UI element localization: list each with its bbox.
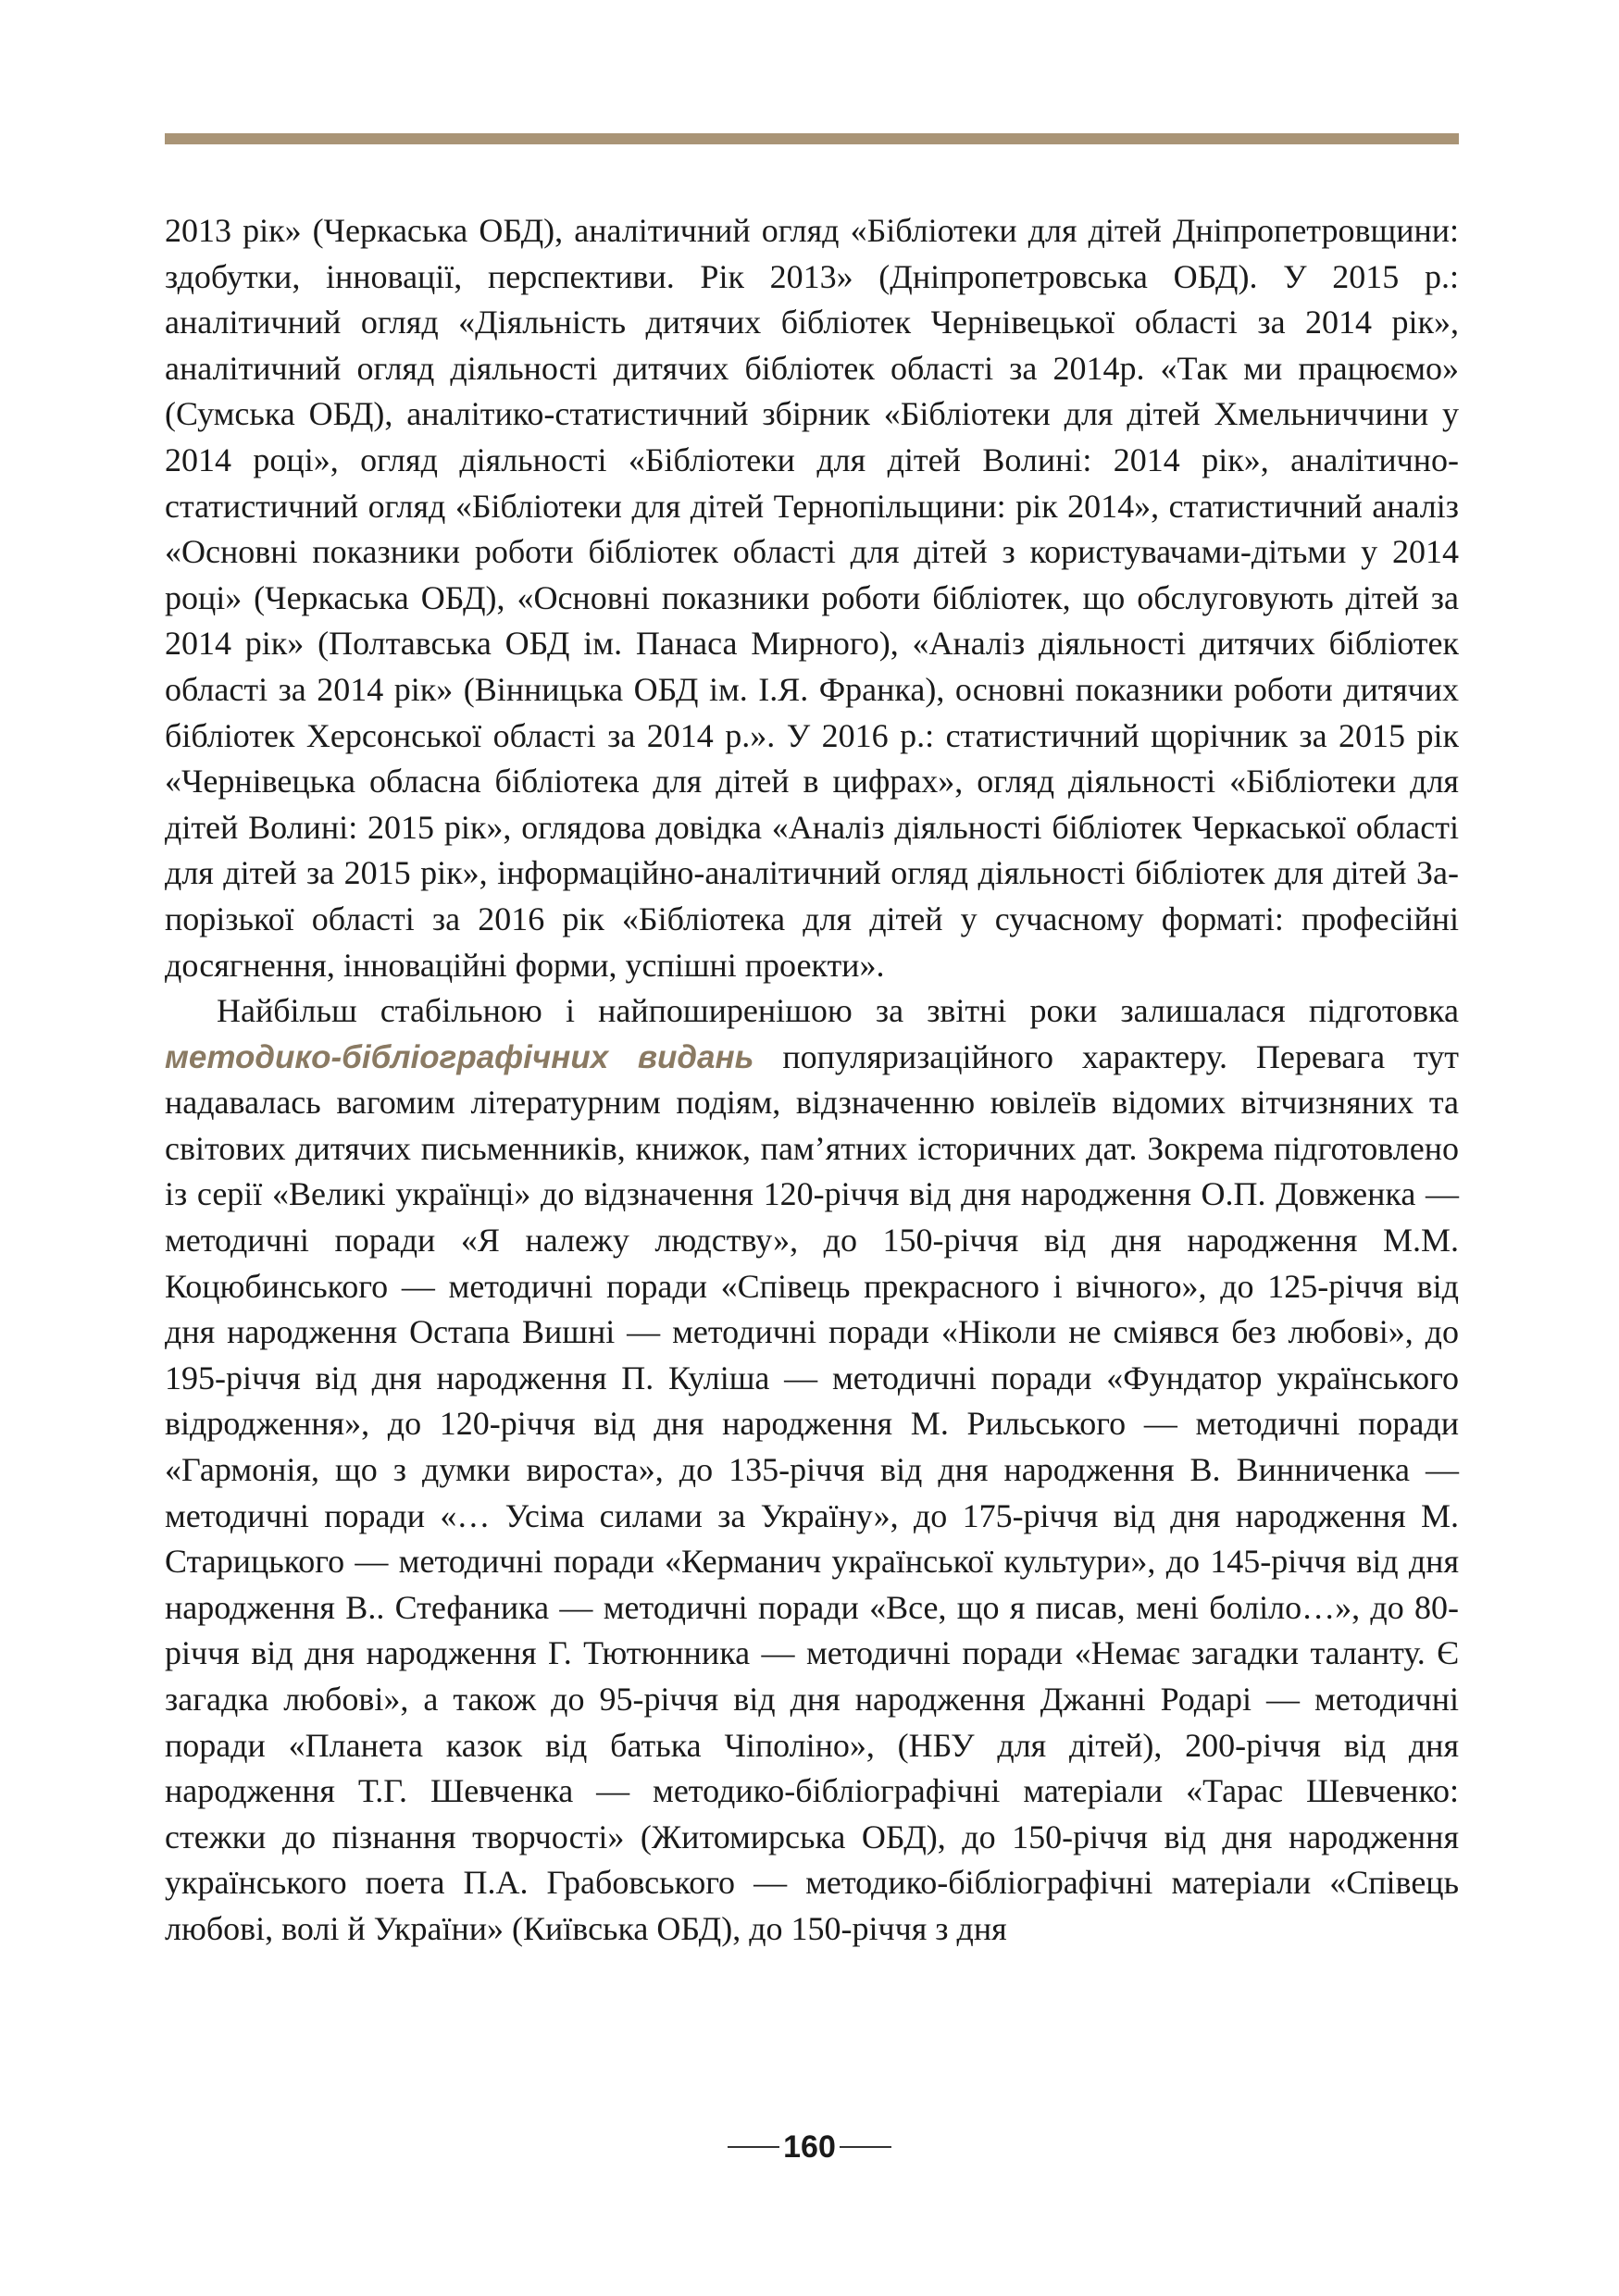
page-number: 160 — [783, 2128, 836, 2165]
paragraph-2-rest: популяризаційного характеру. Перевага тут надавалась вагомим літературним подіям, відзначенню ювілеїв відомих вітчизняних та світових дитячих письменників, книжок, пам’ятних історичних дат. Зокрема підготовлено із серії «Великі українці» до відзначення 120-річчя від дня народження О.П. Довженка — методичні поради «Я належу людству», до 150-річчя від дня народження М.М. Коцюбинського — методичні поради «Співець прекрасного і вічного», до 125-річчя від дня народження Остапа Вишні — методичні поради «Ніколи не сміявся без любові», до 195-річчя від дня народження П. Куліша — методичні поради «Фундатор українського відродження», до 120-річчя від дня народження М. Рильського — методичні поради «Гармонія, що з думки вироста», до 135-річчя від дня народження В. Винниченка — методичні поради «… Усіма силами за Україну», до 175-річчя від дня народження М. Старицького — методичні поради «Керманич української культури», до 145-річчя від дня народження В.. Стефаника — методичні поради «Все, що я писав, мені боліло…», до 80-річчя від дня народження Г. Тютюнника — методичні поради «Немає загадки таланту. Є загадка любові», а також до 95-річчя від дня народження Джанні Родарі — методичні поради «Планета казок від батька Чіполіно», (НБУ для дітей), 200-річчя від дня народження Т.Г. Шевченка — методико-бібліографічні матеріали «Тарас Шевченко: стежки до пізнання творчості» (Житомирська ОБД), до 150-річчя від дня народження українського поета П.А. Грабовського — методико-бібліографічні матеріали «Співець любові, волі й України» (Київська ОБД), до 150-річчя з дня — [165, 1037, 1459, 1947]
page-footer — [0, 2128, 1619, 2166]
body-text — [165, 208, 1459, 1953]
highlighted-term: методико-бібліографічних видань — [165, 1038, 754, 1075]
paragraph-2-start: Найбільш стабільною і найпоширенішою за звітні роки залишалася підготовка — [217, 992, 1459, 1030]
paragraph-1: 2013 рік» (Черкаська ОБД), аналітичний огляд «Бібліотеки для дітей Дніпропетровщини: здобутки, інновації, перспективи. Рік 2013» (Дніпропетровська ОБД). У 2015 р.: аналітичний огляд «Діяльність дитячих бібліотек Чернівецької області за 2014 рік», аналітичний огляд діяльності дитячих бібліотек області за 2014р. «Так ми працюємо» (Сумська ОБД), аналітико-статистичний збірник «Бібліотеки для дітей Хмельниччини у 2014 році», огляд діяльності «Бібліотеки для дітей Волині: 2014 рік», аналітично-статистичний огляд «Бібліотеки для дітей Тернопільщини: рік 2014», статистичний аналіз «Основні показники роботи бібліотек області для дітей з користувачами-дітьми у 2014 році» (Черкаська ОБД), «Основні показники роботи бібліотек, що обслуговують дітей за 2014 рік» (Полтавська ОБД ім. Панаса Мирного), «Аналіз діяльності дитячих бібліотек області за 2014 рік» (Вінницька ОБД ім. І.Я. Франка), основні показники роботи дитячих бібліотек Херсонської області за 2014 р.». У 2016 р.: статистичний щорічник за 2015 рік «Чернівецька обласна бібліотека для дітей в цифрах», огляд діяльності «Бібліотеки для дітей Волині: 2015 рік», оглядова довідка «Аналіз діяльності бібліотек Черкаської області для дітей за 2015 рік», інформаційно-аналітичний огляд діяльності бібліотек для дітей Запорізької області за 2016 рік «Бібліотека для дітей у сучасному форматі: професійні досягнення, інноваційні форми, успішні проекти». — [165, 212, 1459, 984]
paragraph-2 — [165, 988, 1459, 1952]
footer-left-dash — [728, 2146, 779, 2148]
footer-right-dash — [840, 2146, 891, 2148]
header-rule — [165, 133, 1459, 144]
